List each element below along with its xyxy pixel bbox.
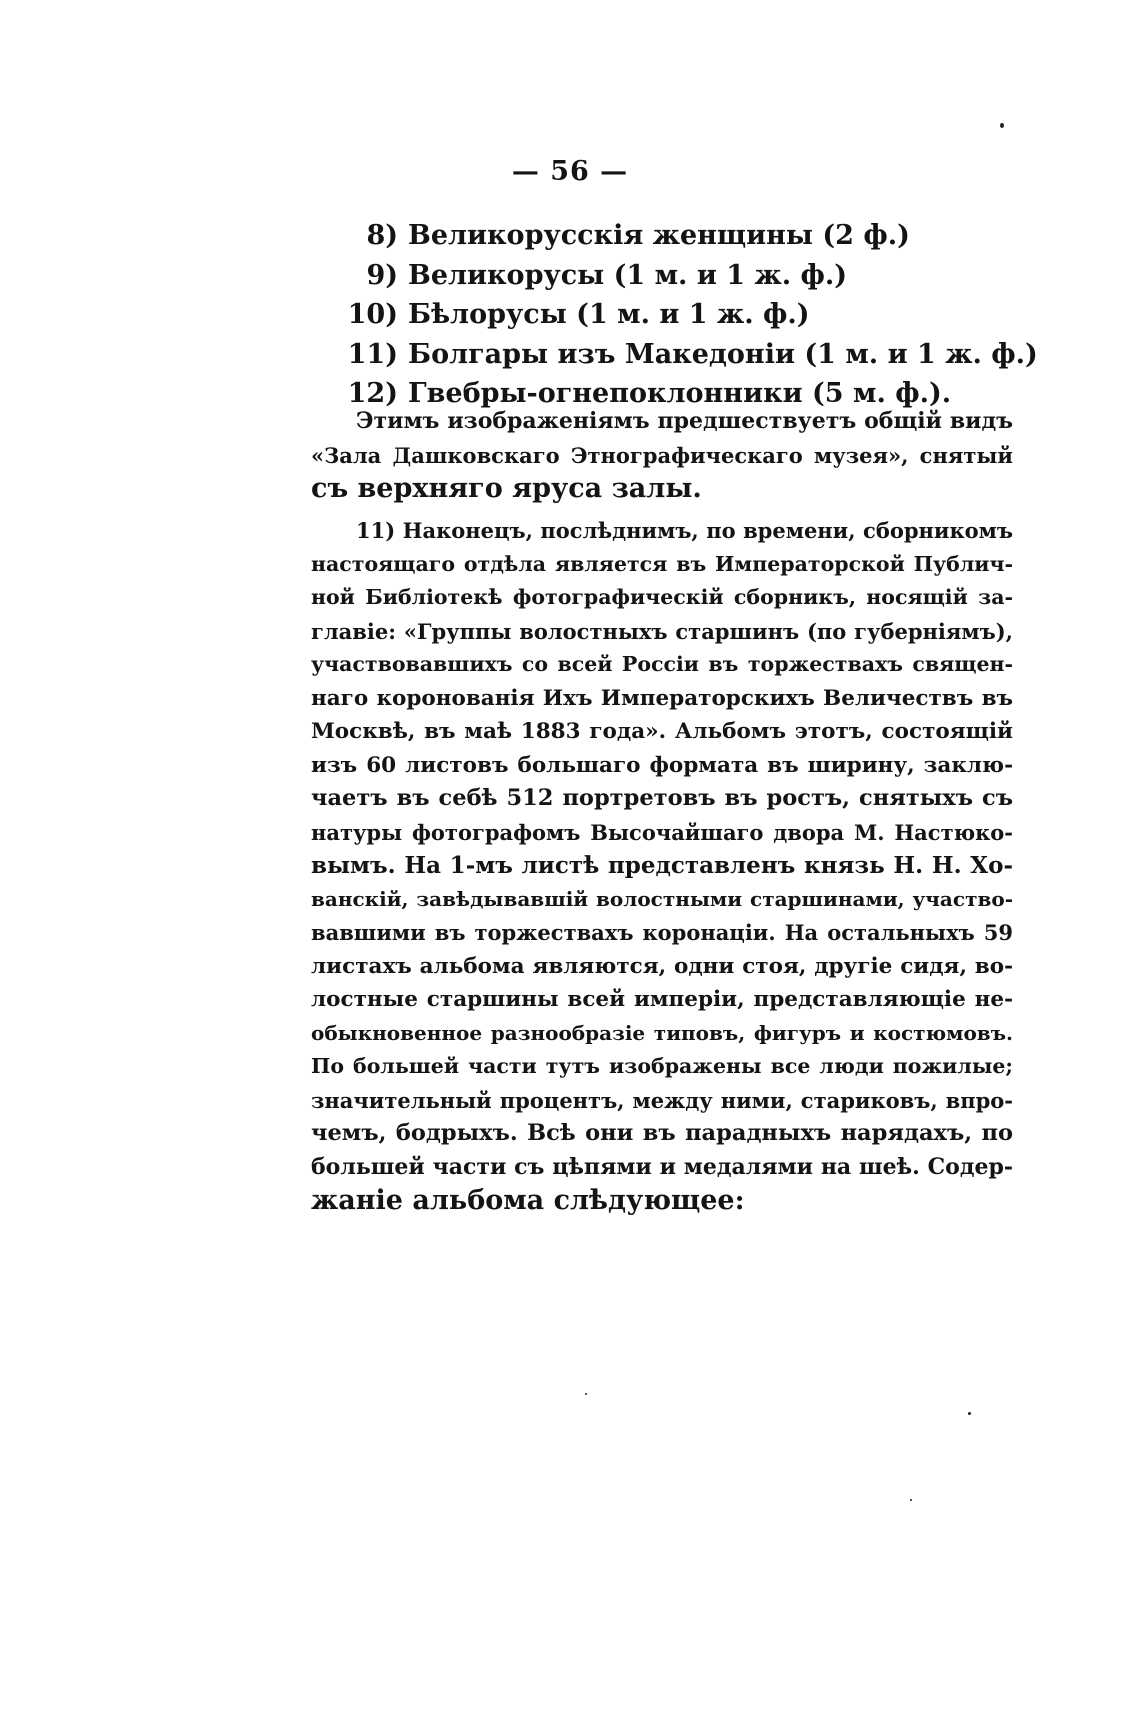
scan-speck [585, 1393, 587, 1395]
text-line: лостные старшины всей имперіи, представляющіе не- [311, 987, 1013, 1012]
text-line: наго коронованія Ихъ Императорскихъ Величествъ въ [311, 685, 1013, 711]
text-line: ванскій, завѣдывавшій волостными старшинами, участво- [311, 886, 1013, 911]
paragraph-album [311, 514, 1013, 1218]
list-item-text: Великорусскія женщины (2 ф.) [408, 220, 910, 251]
text-line: листахъ альбома являются, одни стоя, другіе сидя, во- [311, 953, 1013, 979]
list-item [320, 256, 1020, 296]
list-item-text: Великорусы (1 м. и 1 ж. ф.) [408, 259, 848, 291]
list-item-number: 11) [347, 338, 398, 370]
paragraph-intro [311, 405, 1013, 506]
text-line: главіе: «Группы волостныхъ старшинъ (по губерніямъ), [311, 618, 1013, 644]
item-list [320, 216, 1038, 414]
text-line: вавшими въ торжествахъ коронаціи. На остальныхъ 59 [311, 920, 1013, 945]
text-line: настоящаго отдѣла является въ Императорской Публич- [311, 551, 1013, 576]
scan-speck [910, 1499, 912, 1501]
scan-speck [1000, 123, 1004, 128]
list-item [320, 295, 1020, 335]
text-line: «Зала Дашковскаго Этнографическаго музея», снятый [311, 442, 1013, 468]
list-item [320, 335, 1038, 375]
text-line: большей части съ цѣпями и медалями на шеѣ. Содер- [311, 1153, 1013, 1180]
text-line: По большей части тутъ изображены все люди пожилые; [311, 1054, 1013, 1078]
list-item-text: Болгары изъ Македоніи (1 м. и 1 ж. ф.) [408, 338, 1038, 370]
list-item-number: 9) [366, 259, 398, 291]
page-number: — 56 — [511, 156, 629, 187]
list-item [320, 216, 1020, 256]
list-item-text: Бѣлорусы (1 м. и 1 ж. ф.) [408, 299, 810, 330]
text-line: ной Библіотекѣ фотографическій сборникъ, носящій за- [311, 585, 1013, 609]
scan-speck [968, 1412, 971, 1415]
text-line: изъ 60 листовъ большаго формата въ ширину, заклю- [311, 752, 1013, 778]
text-line: натуры фотографомъ Высочайшаго двора М. Настюко- [311, 819, 1013, 845]
text-line: Москвѣ, въ маѣ 1883 года». Альбомъ этотъ, состоящій [311, 719, 1013, 744]
text-line: значительный процентъ, между ними, стариковъ, впро- [311, 1087, 1013, 1113]
text-line: съ верхняго яруса залы. [311, 473, 702, 504]
text-line: участвовавшихъ со всей Россіи въ торжествахъ священ- [311, 652, 1013, 676]
list-item-text: Гвебры-огнепоклонники (5 м. ф.). [408, 378, 952, 409]
text-line: чемъ, бодрыхъ. Всѣ они въ парадныхъ нарядахъ, по [311, 1120, 1013, 1146]
text-line: вымъ. На 1-мъ листѣ представленъ князь Н. Н. Хо- [311, 852, 1013, 879]
text-line: 11) Наконецъ, послѣднимъ, по времени, сборникомъ [356, 518, 1013, 543]
text-line: обыкновенное разнообразіе типовъ, фигуръ и костюмовъ. [311, 1020, 1013, 1045]
list-item-number: 12) [347, 378, 398, 409]
list-item-number: 10) [347, 299, 398, 330]
text-line: Этимъ изображеніямъ предшествуетъ общій видъ [356, 408, 1013, 434]
list-item-number: 8) [366, 220, 398, 251]
text-line: чаетъ въ себѣ 512 портретовъ въ ростъ, снятыхъ съ [311, 785, 1013, 811]
text-line: жаніе альбома слѣдующее: [311, 1185, 745, 1216]
